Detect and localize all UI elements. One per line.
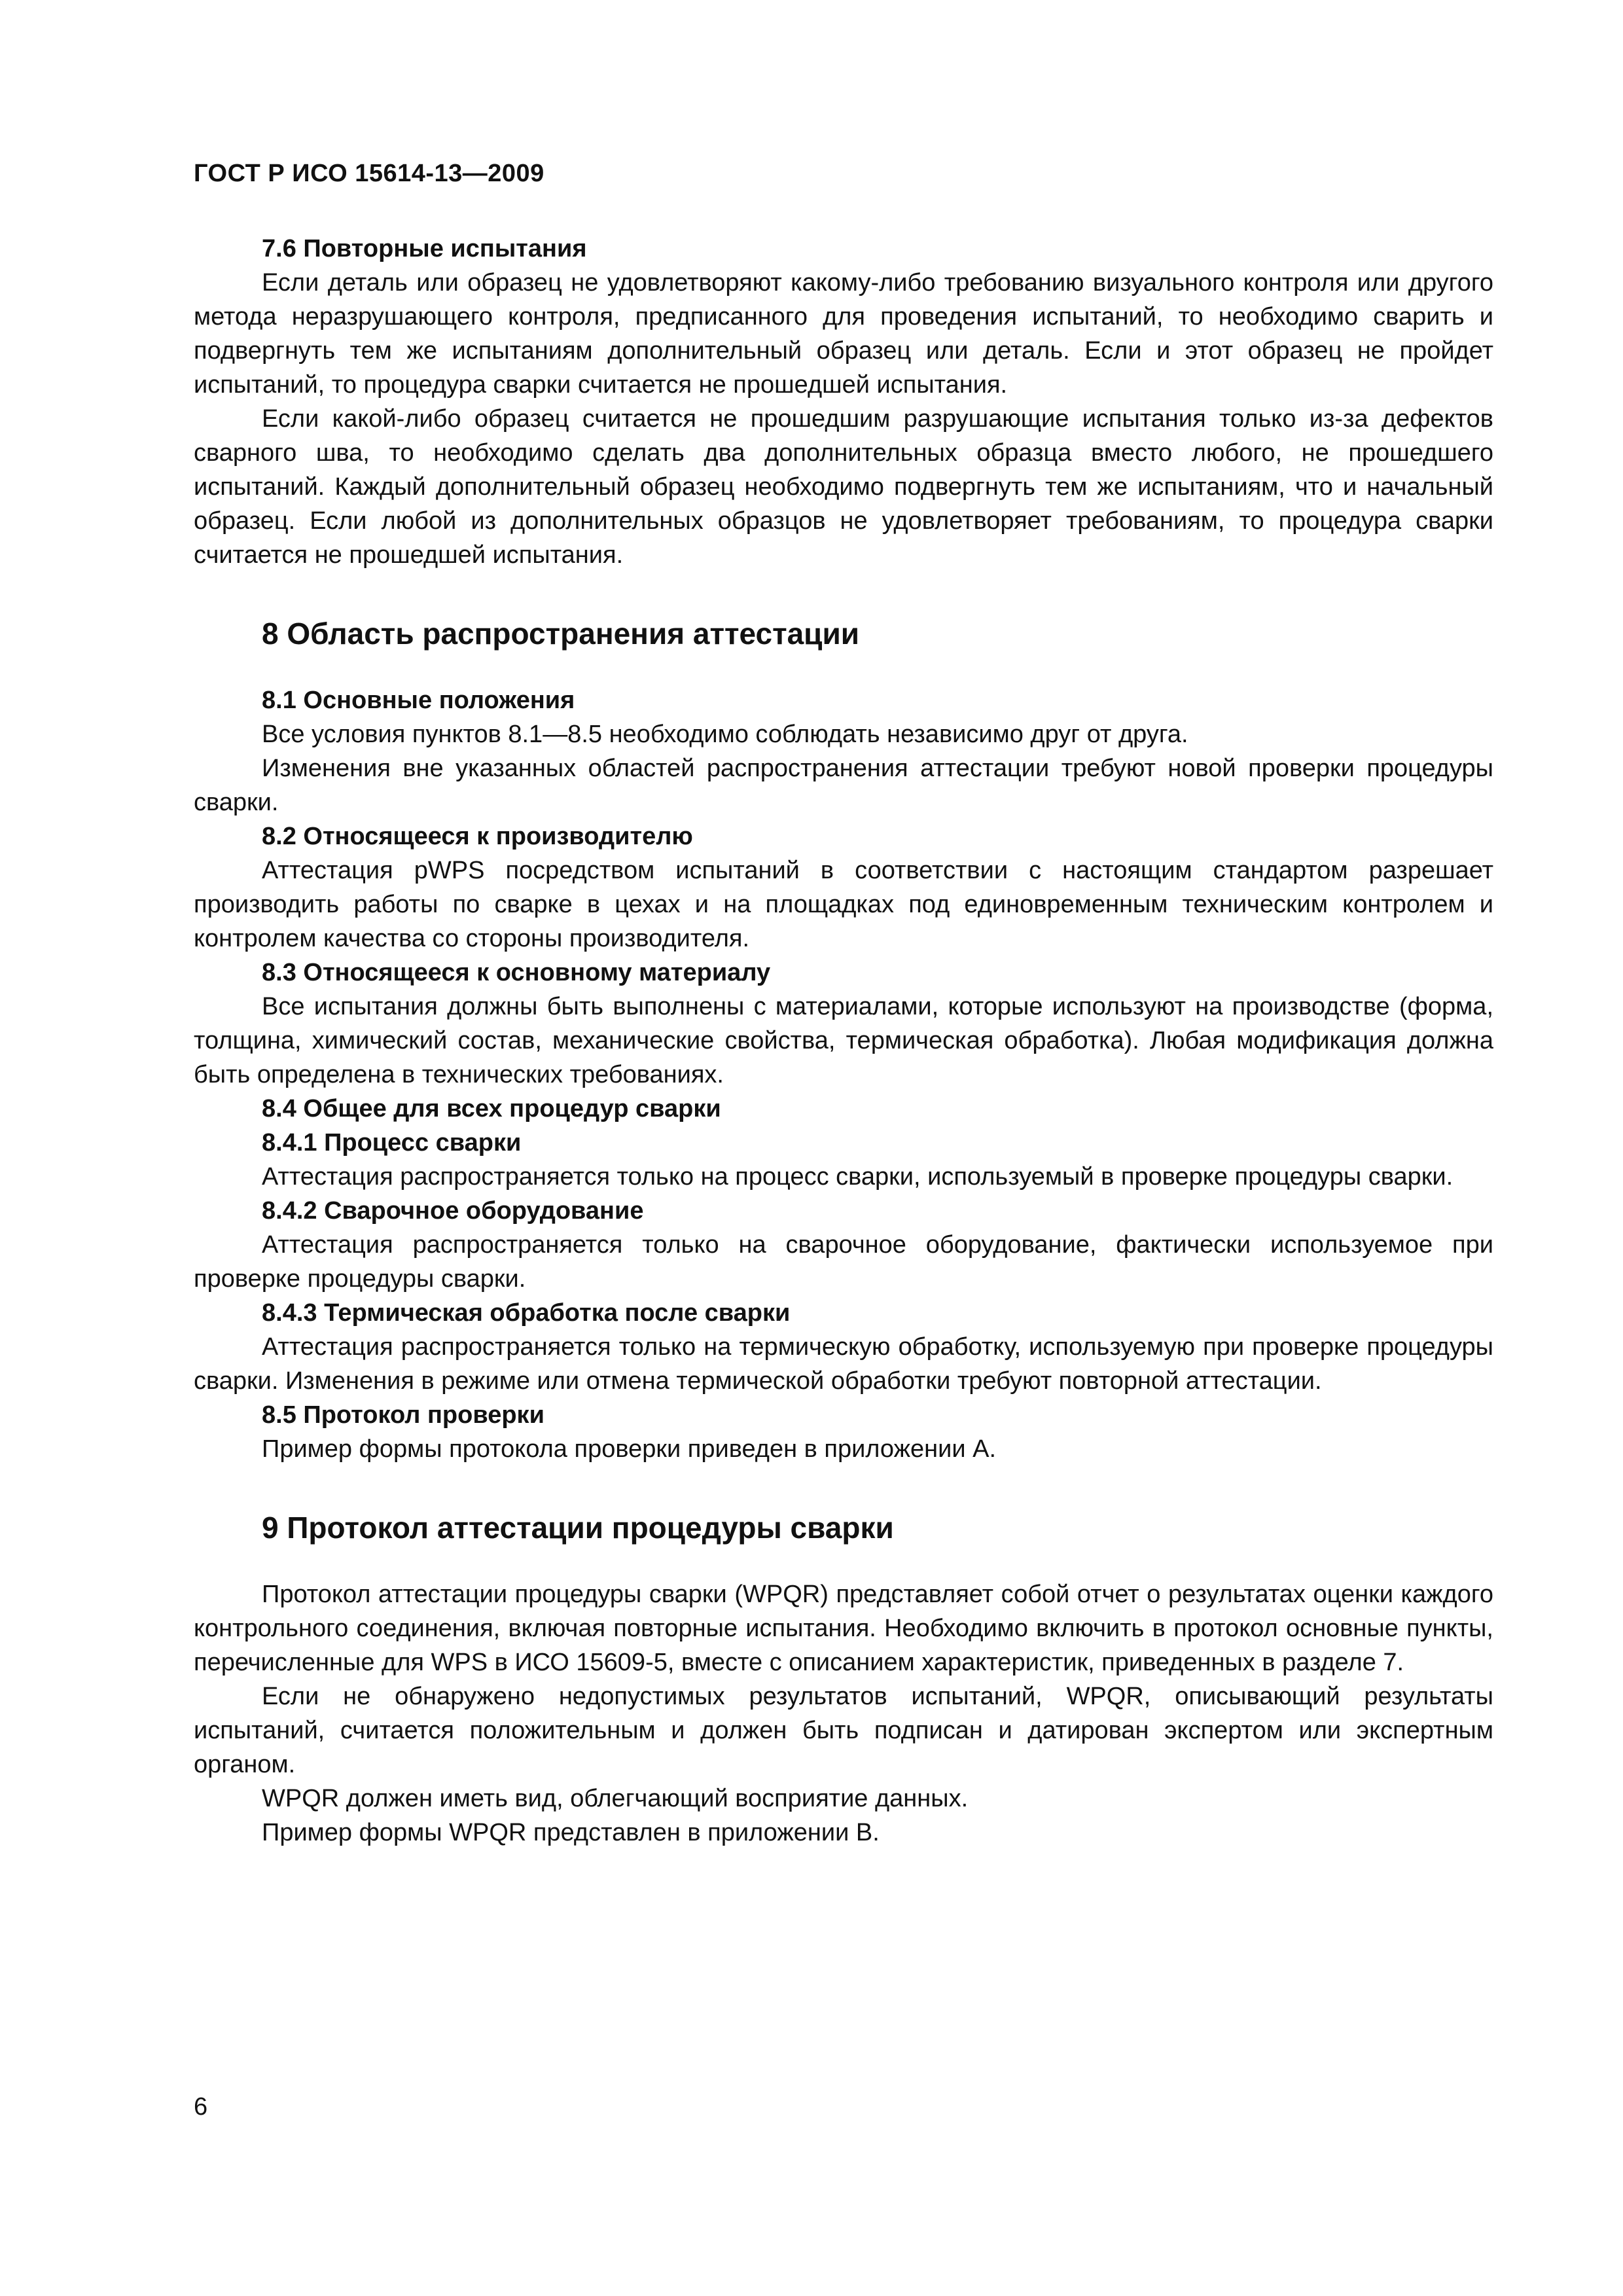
section-title-9: 9 Протокол аттестации процедуры сварки [262, 1511, 894, 1545]
subsection-title-8-4-3: 8.4.3 Термическая обработка после сварки [262, 1299, 791, 1327]
page-content [194, 232, 1493, 1850]
paragraph: Если какой-либо образец считается не прошедшим разрушающие испытания только из-за дефектов сварного шва, то необходимо сделать два дополнительных образца вместо любого, не прошедшего испытаний. Каждый дополнительный образец необходимо подвергнуть тем же испытаниям, что и начальный образец. Если любой из дополнительных образцов не удовлетворяет требованиям, то процедура сварки считается не прошедшей испытания. [194, 405, 1493, 569]
paragraph: Если деталь или образец не удовлетворяют какому-либо требованию визуального контроля или другого метода неразрушающего контроля, предписанного для проведения испытаний, то необходимо сварить и подвергнуть тем же испытаниям дополнительный образец или деталь. Если и этот образец не пройдет испытаний, то процедура сварки считается не прошедшей испытания. [194, 269, 1493, 399]
subsection-title-8-5: 8.5 Протокол проверки [262, 1401, 544, 1429]
subsection-title-8-4-1: 8.4.1 Процесс сварки [262, 1129, 522, 1157]
paragraph: Аттестация pWPS посредством испытаний в соответствии с настоящим стандартом разрешает производить работы по сварке в цехах и на площадках под единовременным техническим контролем и контролем качества со стороны производителя. [194, 857, 1493, 952]
subsection-title-8-1: 8.1 Основные положения [262, 687, 575, 714]
subsection-title-7-6: 7.6 Повторные испытания [262, 235, 587, 262]
paragraph: Протокол аттестации процедуры сварки (WPQR) представляет собой отчет о результатах оценки каждого контрольного соединения, включая повторные испытания. Необходимо включить в протокол основные пункты, перечисленные для WPS в ИСО 15609-5, вместе с описанием характеристик, приведенных в разделе 7. [194, 1581, 1493, 1676]
paragraph: Все испытания должны быть выполнены с материалами, которые используют на производстве (форма, толщина, химический состав, механические свойства, термическая обработка). Любая модификация должна быть определена в технических требованиях. [194, 993, 1493, 1088]
paragraph: Пример формы WPQR представлен в приложении В. [262, 1819, 880, 1846]
paragraph: Если не обнаружено недопустимых результатов испытаний, WPQR, описывающий результаты испытаний, считается положительным и должен быть подписан и датирован экспертом или экспертным органом. [194, 1683, 1493, 1778]
subsection-title-8-2: 8.2 Относящееся к производителю [262, 823, 693, 850]
page-number: 6 [194, 2093, 208, 2121]
subsection-title-8-4-2: 8.4.2 Сварочное оборудование [262, 1197, 644, 1225]
subsection-title-8-3: 8.3 Относящееся к основному материалу [262, 959, 771, 986]
document-header: ГОСТ Р ИСО 15614-13—2009 [194, 160, 544, 187]
paragraph: Изменения вне указанных областей распространения аттестации требуют новой проверки процедуры сварки. [194, 755, 1493, 816]
paragraph: Аттестация распространяется только на процесс сварки, используемый в проверке процедуры сварки. [262, 1163, 1454, 1191]
paragraph: Пример формы протокола проверки приведен в приложении А. [262, 1435, 997, 1463]
paragraph: Аттестация распространяется только на сварочное оборудование, фактически используемое при проверке процедуры сварки. [194, 1231, 1493, 1293]
subsection-title-8-4: 8.4 Общее для всех процедур сварки [262, 1095, 721, 1122]
section-title-8: 8 Область распространения аттестации [262, 617, 860, 651]
paragraph: WPQR должен иметь вид, облегчающий восприятие данных. [262, 1785, 969, 1812]
paragraph: Аттестация распространяется только на термическую обработку, используемую при проверке процедуры сварки. Изменения в режиме или отмена термической обработки требуют повторной аттестации. [194, 1333, 1493, 1395]
paragraph: Все условия пунктов 8.1—8.5 необходимо соблюдать независимо друг от друга. [262, 721, 1188, 748]
